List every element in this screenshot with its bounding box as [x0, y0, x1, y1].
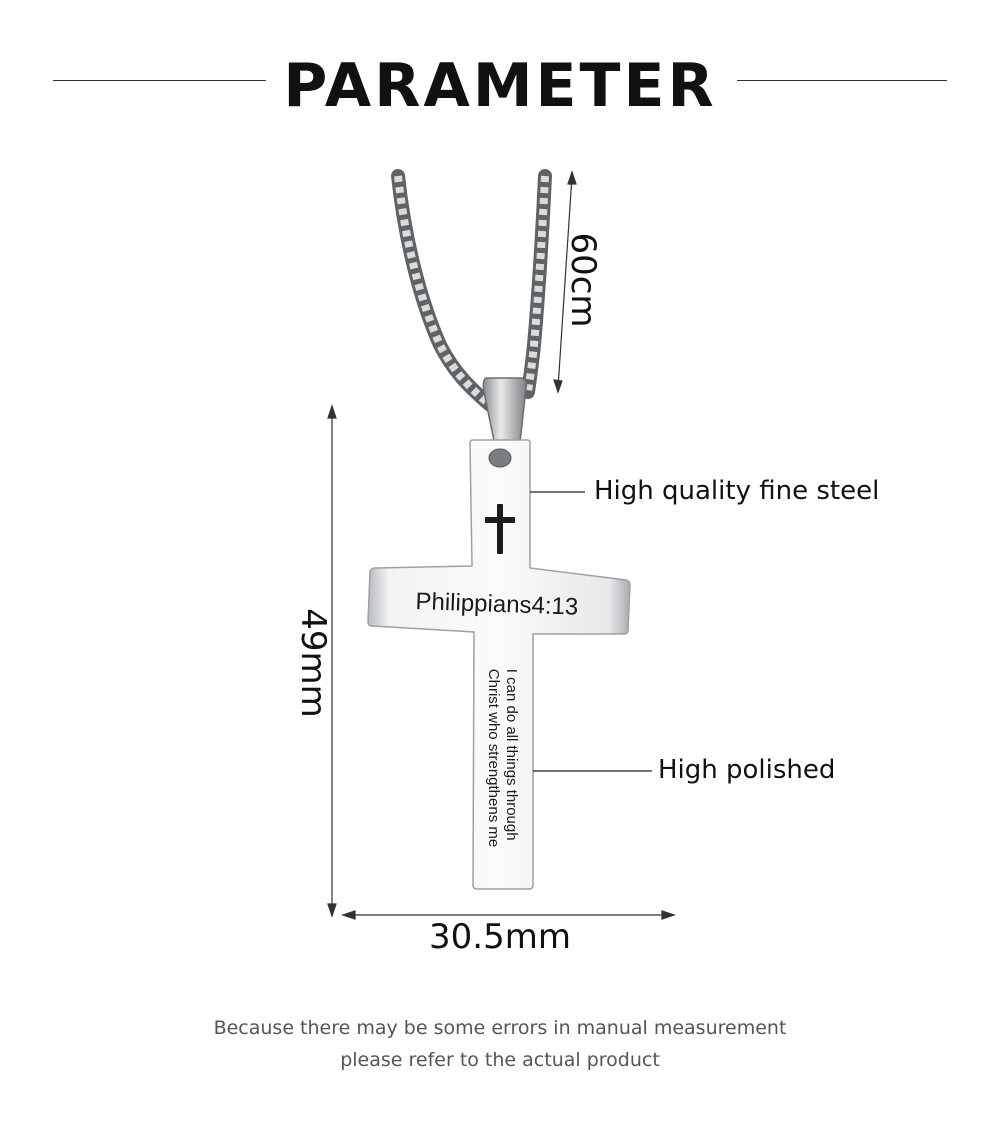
pendant-height-label: 49mm: [293, 608, 333, 718]
engraved-quote-line2: Christ who strengthens me: [485, 668, 502, 848]
engraved-verse: Philippians4:13: [415, 588, 579, 621]
callout-steel: High quality fine steel: [594, 476, 880, 506]
callout-polished: High polished: [658, 755, 836, 785]
footer-note-line1: Because there may be some errors in manual measurement: [213, 1017, 787, 1039]
chain-length-label: 60cm: [563, 232, 603, 328]
footer-note-line2: please refer to the actual product: [340, 1049, 660, 1071]
engraved-quote-line1: I can do all things through: [503, 668, 520, 841]
pendant-width-label: 30.5mm: [429, 917, 571, 957]
page-title: PARAMETER: [283, 51, 717, 121]
chain-right-strand: [528, 176, 545, 392]
engraved-quote: [484, 669, 520, 847]
chain-left-strand: [398, 176, 490, 405]
